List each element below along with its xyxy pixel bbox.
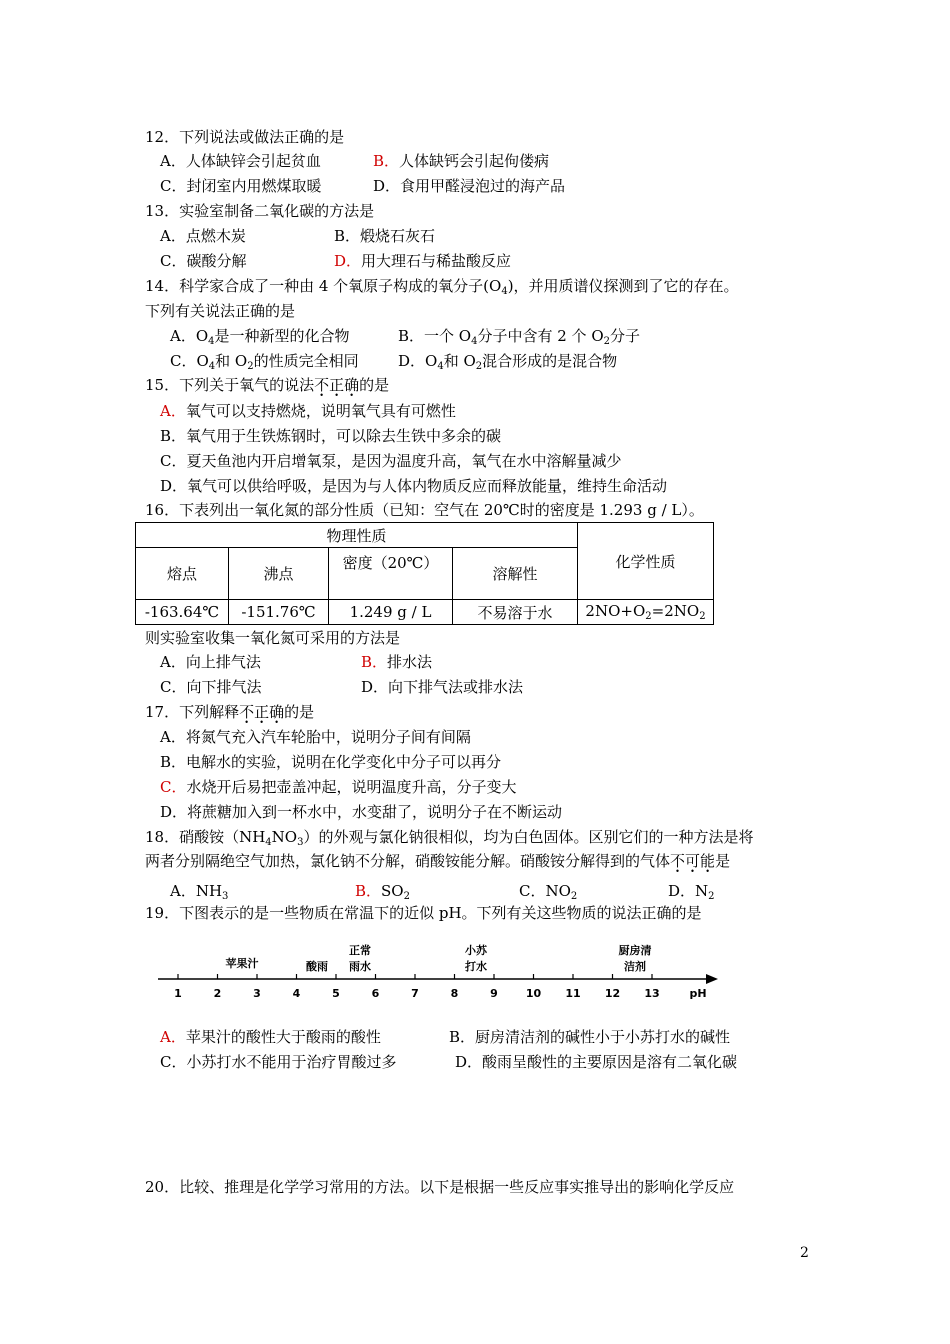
q18-option-a: A．$NH_3$ [170, 882, 229, 902]
answer-mark: D． [334, 252, 362, 270]
q12-option-d: D．食用甲醛浸泡过的海产品 [373, 177, 566, 195]
table-header-physical: 物理性质 [136, 523, 578, 548]
q12-option-c: C．封闭室内用燃煤取暖 [160, 177, 322, 195]
q15-option-d: D．氧气可以供给呼吸，是因为与人体内物质反应而释放能量，维持生命活动 [160, 477, 668, 495]
q19-stem: 19．下图表示的是一些物质在常温下的近似 pH。下列有关这些物质的说法正确的是 [145, 904, 702, 922]
q15-stem: 15．下列关于氧气的说法不正确的是 [145, 376, 390, 394]
q14-option-b: B．一个 $O_4$分子中含有 2 个 $O_2$分子 [398, 327, 641, 347]
ph-tick-label: 2 [213, 987, 222, 1000]
ph-label-kitchen-cleaner: 厨房清 [618, 944, 652, 957]
q16-after: 则实验室收集一氧化氮可采用的方法是 [145, 629, 401, 647]
q15-option-b: B．氧气用于生铁炼钢时，可以除去生铁中多余的碳 [160, 427, 502, 445]
q17-option-b: B．电解水的实验，说明在化学变化中分子可以再分 [160, 753, 502, 771]
q13-option-b: B．煅烧石灰石 [334, 227, 436, 245]
q18-option-b: B．$SO_2$ [355, 882, 410, 902]
table-header-chemical: 化学性质 [578, 523, 714, 600]
emphasis-dot: 不 [670, 852, 686, 870]
table-cell: 不易溶于水 [453, 600, 578, 625]
q18-option-c: C．$NO_2$ [519, 882, 578, 902]
ph-tick-label: 6 [371, 987, 380, 1000]
ph-tick-label: 13 [644, 987, 660, 1000]
ph-unit-label: pH [689, 987, 707, 1000]
table-cell: $2NO+O_2=2NO_2$ [578, 600, 714, 625]
q13-option-d: D．用大理石与稀盐酸反应 [334, 252, 512, 270]
q19-option-d: D．酸雨呈酸性的主要原因是溶有二氧化碳 [455, 1053, 738, 1071]
q16-option-d: D．向下排气法或排水法 [361, 678, 524, 696]
q14-option-d: D．$O_4$和 $O_2$混合形成的是混合物 [398, 352, 618, 372]
q14-stem-line2: 下列有关说法正确的是 [145, 302, 296, 320]
q19-option-c: C．小苏打水不能用于治疗胃酸过多 [160, 1053, 397, 1071]
q16-stem: 16．下表列出一氧化氮的部分性质（已知：空气在 20℃时的密度是 1.293 g / L）。 [145, 501, 704, 519]
q17-option-d: D．将蔗糖加入到一杯水中，水变甜了，说明分子在不断运动 [160, 803, 563, 821]
q17-option-a: A．将氮气充入汽车轮胎中，说明分子间有间隔 [160, 728, 471, 746]
q14-option-a: A．$O_4$是一种新型的化合物 [170, 327, 350, 347]
ph-label-baking-soda: 打水 [465, 960, 487, 973]
q18-stem-line1: 18．硝酸铵$(NH_4NO_3)$的外观与氯化钠很相似，均为白色固体。区别它们的一种方法是将 [145, 828, 754, 848]
q16-option-b: B．排水法 [361, 653, 433, 671]
ph-tick-label: 12 [604, 987, 621, 1000]
q16-option-c: C．向下排气法 [160, 678, 262, 696]
answer-mark: B． [373, 152, 400, 170]
emphasis-dot: 不 [239, 703, 255, 721]
page-number: 2 [800, 1245, 809, 1261]
ph-tick-label: 8 [450, 987, 459, 1000]
q16-option-a: A．向上排气法 [160, 653, 261, 671]
ph-tick-label: 7 [411, 987, 419, 1000]
table-cell: -163.64℃ [136, 600, 229, 625]
emphasis-dot: 不 [314, 376, 330, 394]
table-cell: 1.249 g / L [329, 600, 453, 625]
q15-option-a: A．氧气可以支持燃烧，说明氧气具有可燃性 [160, 402, 456, 420]
q13-stem: 13．实验室制备二氧化碳的方法是 [145, 202, 375, 220]
answer-mark: B． [361, 653, 388, 671]
emphasis-dot: 正 [254, 703, 270, 721]
ph-tick-label: 3 [253, 987, 261, 1000]
ph-scale [150, 940, 730, 1006]
q18-option-d: D．$N_2$ [668, 882, 715, 902]
q17-option-c: C．水烧开后易把壶盖冲起，说明温度升高，分子变大 [160, 778, 517, 796]
q12-option-a: A．人体缺锌会引起贫血 [160, 152, 321, 170]
q12-option-b: B．人体缺钙会引起佝偻病 [373, 152, 550, 170]
answer-mark: C． [160, 778, 187, 796]
emphasis-dot: 可 [685, 852, 701, 870]
ph-tick-label: 10 [525, 987, 542, 1000]
ph-label-baking-soda: 小苏 [465, 944, 487, 957]
emphasis-dot: 确 [344, 376, 360, 394]
ph-label-kitchen-cleaner: 洁剂 [624, 960, 646, 973]
table-header-cell: 溶解性 [453, 548, 578, 600]
ph-tick-label: 1 [174, 987, 182, 1000]
answer-mark: B． [355, 882, 382, 900]
q19-option-a: A．苹果汁的酸性大于酸雨的酸性 [160, 1028, 381, 1046]
ph-tick-label: 9 [490, 987, 498, 1000]
q14-option-c: C．$O_4$和 $O_2$的性质完全相同 [170, 352, 359, 372]
emphasis-dot: 能 [700, 852, 716, 870]
ph-label-normal-rain: 正常 [349, 944, 371, 957]
q15-option-c: C．夏天鱼池内开启增氧泵，是因为温度升高，氧气在水中溶解量减少 [160, 452, 622, 470]
table-cell: -151.76℃ [229, 600, 329, 625]
no-properties-table [135, 522, 714, 625]
q19-option-b: B．厨房清洁剂的碱性小于小苏打水的碱性 [449, 1028, 731, 1046]
q13-option-c: C．碳酸分解 [160, 252, 247, 270]
table-header-cell: 密度（20℃） [329, 548, 453, 600]
ph-tick-label: 5 [332, 987, 340, 1000]
q12-stem: 12．下列说法或做法正确的是 [145, 128, 345, 146]
table-header-cell: 熔点 [136, 548, 229, 600]
answer-mark: A． [160, 1028, 186, 1046]
ph-tick-label: 11 [565, 987, 581, 1000]
table-header-cell: 沸点 [229, 548, 329, 600]
ph-label-acid-rain: 酸雨 [306, 960, 328, 973]
ph-label-apple-juice: 苹果汁 [225, 957, 259, 970]
answer-mark: A． [160, 402, 186, 420]
q20-stem: 20．比较、推理是化学学习常用的方法。以下是根据一些反应事实推导出的影响化学反应 [145, 1178, 735, 1196]
q18-stem-line2: 两者分别隔绝空气加热，氯化钠不分解，硝酸铵能分解。硝酸铵分解得到的气体不可能是 [145, 852, 731, 870]
ph-label-normal-rain: 雨水 [349, 960, 371, 973]
q13-option-a: A．点燃木炭 [160, 227, 246, 245]
q17-stem: 17．下列解释不正确的是 [145, 703, 315, 721]
emphasis-dot: 正 [329, 376, 345, 394]
ph-tick-label: 4 [292, 987, 301, 1000]
emphasis-dot: 确 [269, 703, 285, 721]
arrow-icon [706, 974, 718, 984]
q14-stem-line1: 14．科学家合成了一种由 4 个氧原子构成的氧分子$(O_4)$，并用质谱仪探测到了它的存在。 [145, 277, 739, 297]
